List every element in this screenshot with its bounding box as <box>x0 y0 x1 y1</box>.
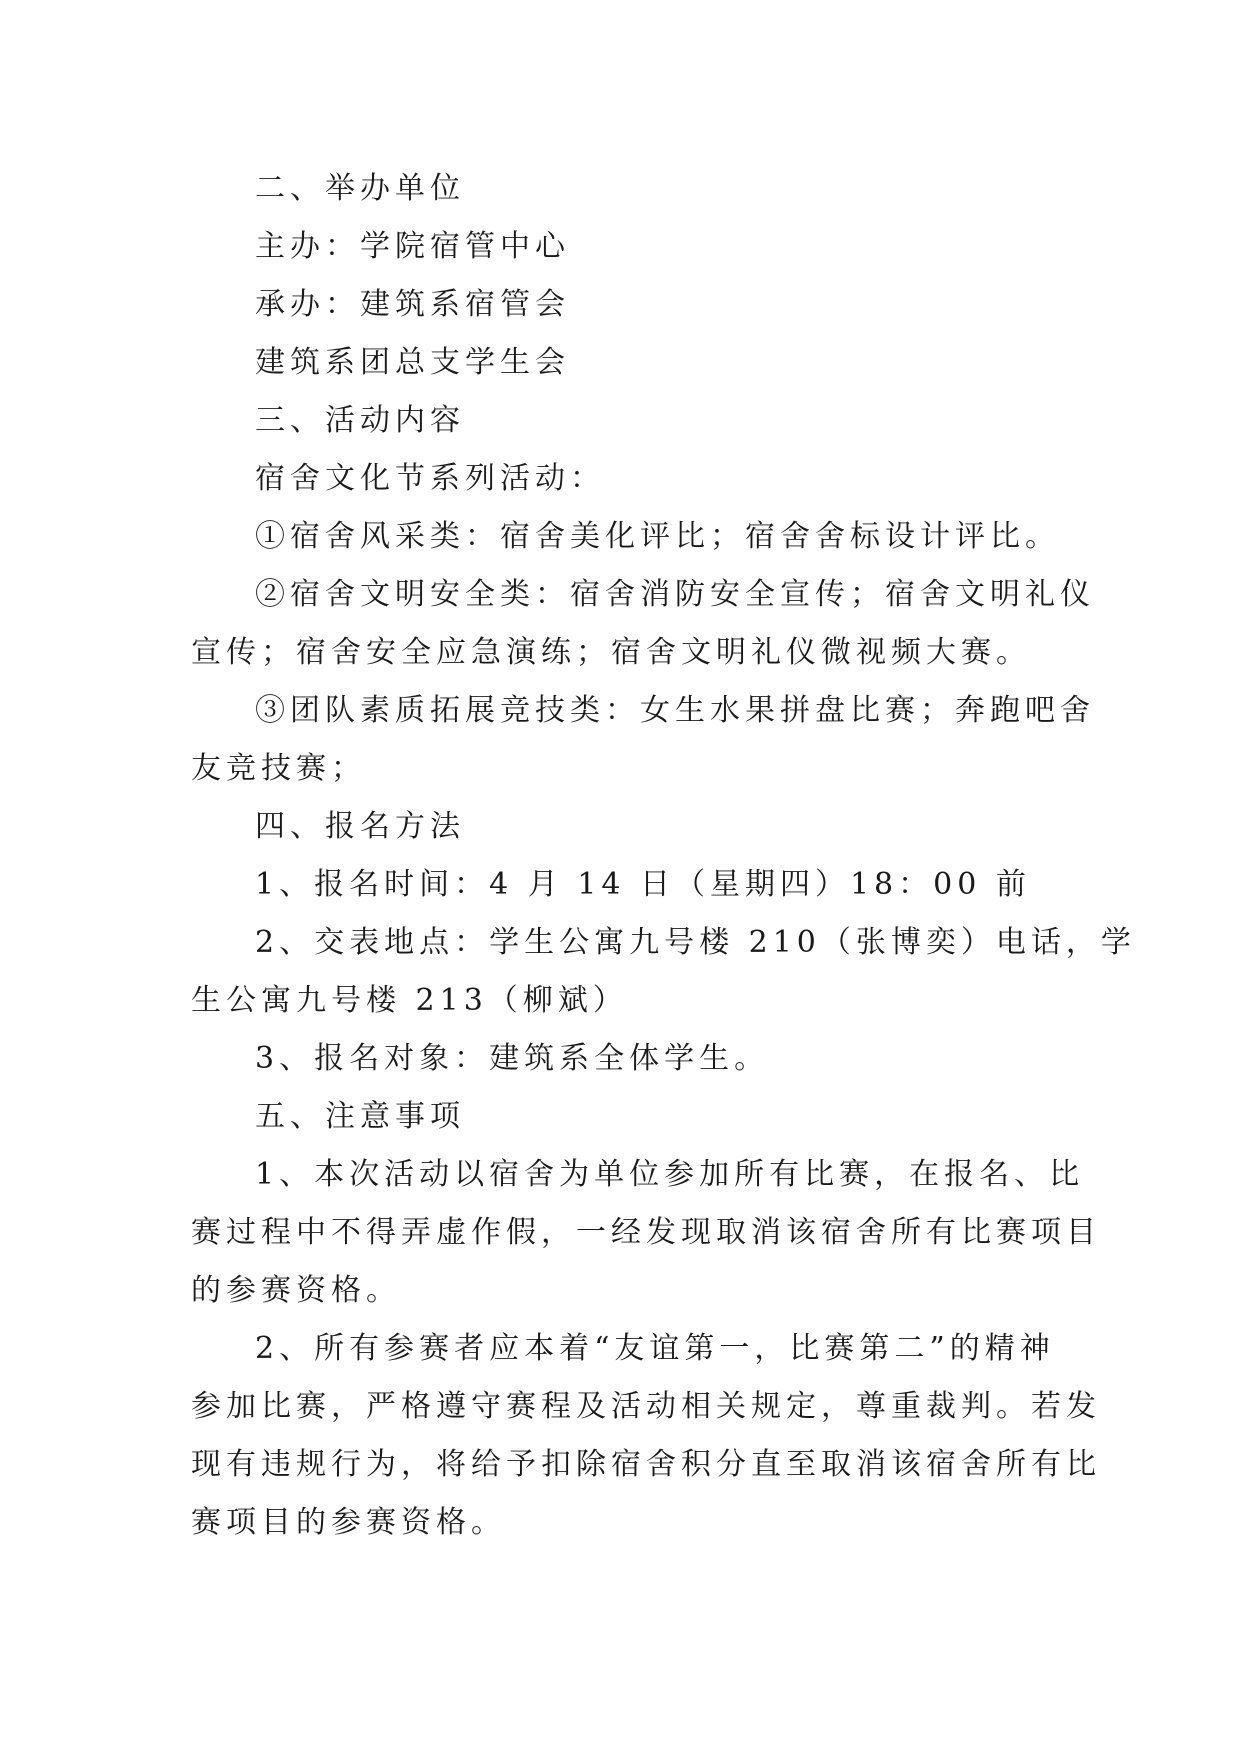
registration-location <box>191 914 1136 1030</box>
registration-target: 3、报名对象：建筑系全体学生。 <box>255 1041 770 1076</box>
document-body <box>191 160 1136 1552</box>
note-item-1 <box>191 1146 1101 1320</box>
organizer-co-undertaker: 建筑系团总支学生会 <box>255 345 570 380</box>
section-heading-notes: 五、注意事项 <box>255 1099 465 1134</box>
note-item-2-line-3: 现有违规行为，将给予扣除宿舍积分直至取消该宿舍所有比 <box>191 1447 1101 1482</box>
note-item-1-line-2: 赛过程中不得弄虚作假，一经发现取消该宿舍所有比赛项目 <box>191 1215 1101 1250</box>
note-item-1-line-3: 的参赛资格。 <box>191 1273 401 1308</box>
note-item-2-line-4: 赛项目的参赛资格。 <box>191 1505 506 1540</box>
section-heading-registration: 四、报名方法 <box>255 809 465 844</box>
activity-item-2-line-2: 宣传；宿舍安全应急演练；宿舍文明礼仪微视频大赛。 <box>191 635 1031 670</box>
section-heading-content: 三、活动内容 <box>255 403 465 438</box>
activity-item-2-line-1: ②宿舍文明安全类：宿舍消防安全宣传；宿舍文明礼仪 <box>255 577 1095 612</box>
note-item-2-line-1: 2、所有参赛者应本着“友谊第一，比赛第二”的精神 <box>255 1331 1055 1366</box>
activity-item-3-line-2: 友竞技赛； <box>191 751 366 786</box>
activity-series-intro: 宿舍文化节系列活动： <box>255 461 605 496</box>
registration-location-line-1: 2、交表地点：学生公寓九号楼 210（张博奕）电话，学 <box>255 925 1136 960</box>
note-item-1-line-1: 1、本次活动以宿舍为单位参加所有比赛，在报名、比 <box>255 1157 1085 1192</box>
section-heading-organizers: 二、举办单位 <box>255 171 465 206</box>
registration-location-line-2: 生公寓九号楼 213（柳斌） <box>191 983 628 1018</box>
organizer-host: 主办：学院宿管中心 <box>255 229 570 264</box>
note-item-2 <box>191 1320 1101 1552</box>
activity-item-1: ①宿舍风采类：宿舍美化评比；宿舍舍标设计评比。 <box>255 519 1060 554</box>
activity-item-2 <box>191 566 1095 682</box>
activity-item-3 <box>191 682 1095 798</box>
activity-item-3-line-1: ③团队素质拓展竞技类：女生水果拼盘比赛；奔跑吧舍 <box>255 693 1095 728</box>
note-item-2-line-2: 参加比赛，严格遵守赛程及活动相关规定，尊重裁判。若发 <box>191 1389 1101 1424</box>
registration-time: 1、报名时间：4 月 14 日（星期四）18：00 前 <box>255 867 1031 902</box>
organizer-undertaker: 承办：建筑系宿管会 <box>255 287 570 322</box>
